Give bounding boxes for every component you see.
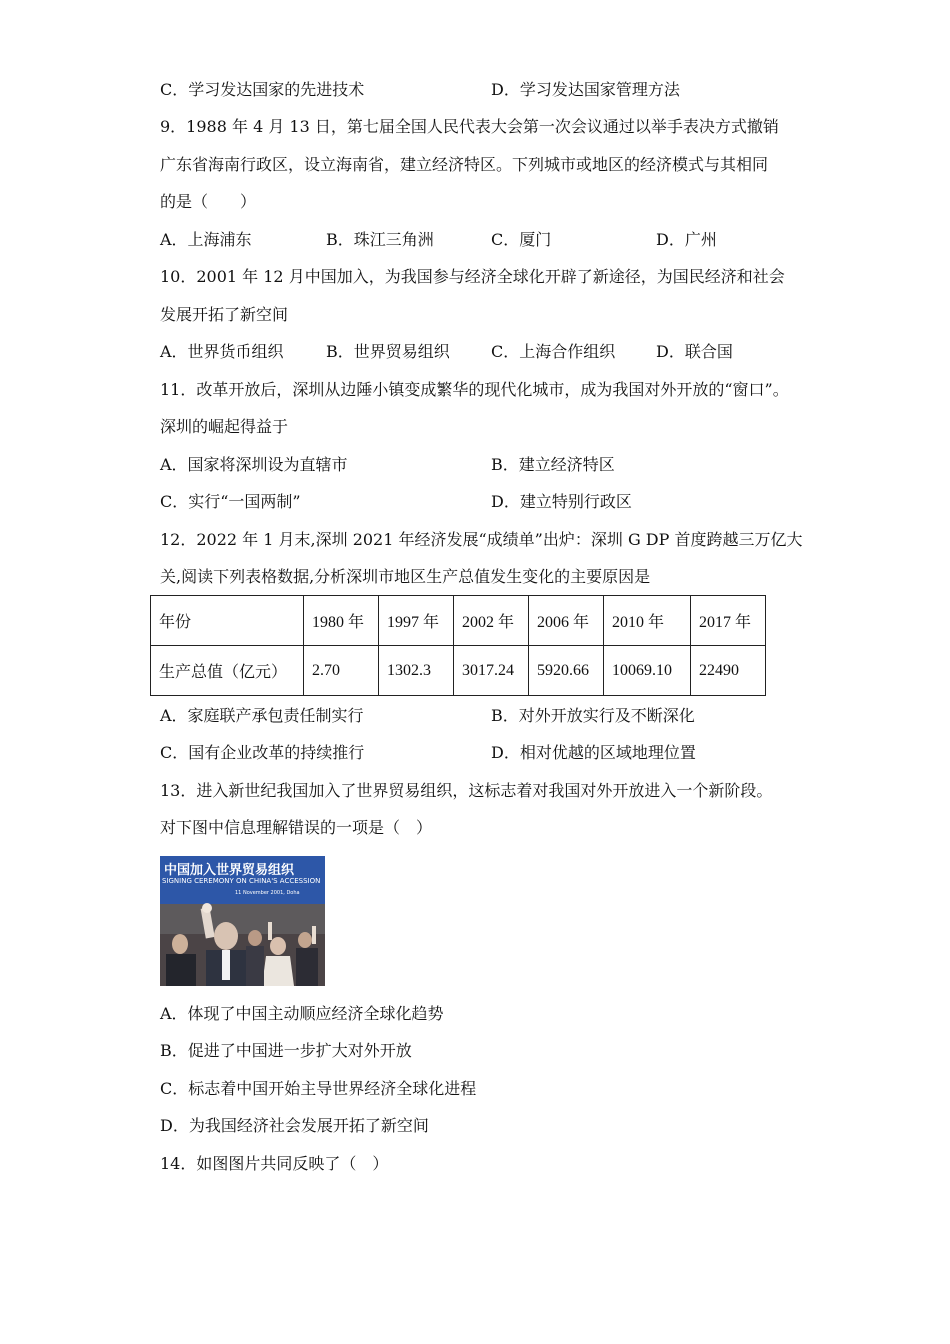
q9-stem-line: 9．1988 年 4 月 13 日，第七届全国人民代表大会第一次会议通过以举手表决方式撤销 [160,117,779,136]
q13-option-c: C．标志着中国开始主导世界经济全球化进程 [160,1079,477,1098]
table-cell: 10069.10 [604,646,691,696]
table-cell: 2010 年 [604,596,691,646]
table-header-row [151,596,766,646]
q13-option-a: A．体现了中国主动顺应经济全球化趋势 [160,1004,444,1023]
q9-stem-line: 广东省海南行政区，设立海南省，建立经济特区。下列城市或地区的经济模式与其相同 [160,155,769,174]
q14-stem-line: 14．如图图片共同反映了（ ） [160,1154,389,1173]
q10-option-c: C．上海合作组织 [491,342,616,361]
q11-option-c: C．实行“一国两制” [160,492,301,511]
q9-option-a: A．上海浦东 [160,230,252,249]
q10-stem-line: 发展开拓了新空间 [160,305,289,324]
q8-option-d: D．学习发达国家管理方法 [491,80,680,99]
photo-people-illustration [160,856,325,986]
q9-option-b: B．珠江三角洲 [326,230,434,249]
table-cell: 年份 [151,596,304,646]
q12-option-b: B．对外开放实行及不断深化 [491,706,695,725]
q12-option-d: D．相对优越的区域地理位置 [491,743,696,762]
q13-stem-line: 13．进入新世纪我国加入了世界贸易组织，这标志着对我国对外开放进入一个新阶段。 [160,781,773,800]
q9-option-c: C．厦门 [491,230,552,249]
q10-option-a: A．世界货币组织 [160,342,284,361]
table-row [151,646,766,696]
table-cell: 1302.3 [379,646,454,696]
banner-date-text: 11 November 2001, Doha [235,890,300,896]
q12-option-a: A．家庭联产承包责任制实行 [160,706,364,725]
q11-option-d: D．建立特别行政区 [491,492,632,511]
q11-stem-line: 深圳的崛起得益于 [160,417,289,436]
banner-chinese-text: 中国加入世界贸易组织 [164,863,295,878]
q13-stem-line: 对下图中信息理解错误的一项是（ ） [160,818,433,837]
q12-option-c: C．国有企业改革的持续推行 [160,743,365,762]
table-cell: 2.70 [304,646,379,696]
q10-option-b: B．世界贸易组织 [326,342,450,361]
wto-signing-photo [160,856,325,986]
q9-option-d: D．广州 [656,230,717,249]
q10-option-d: D．联合国 [656,342,733,361]
q12-stem-line: 12．2022 年 1 月末,深圳 2021 年经济发展“成绩单”出炉：深圳 G DP 首度跨越三万亿大 [160,530,803,549]
table-cell: 2017 年 [691,596,766,646]
table-cell: 5920.66 [529,646,604,696]
table-cell: 2006 年 [529,596,604,646]
table-cell: 22490 [691,646,766,696]
q11-option-b: B．建立经济特区 [491,455,615,474]
q8-option-c: C．学习发达国家的先进技术 [160,80,365,99]
q13-option-d: D．为我国经济社会发展开拓了新空间 [160,1116,429,1135]
q12-stem-line: 关,阅读下列表格数据,分析深圳市地区生产总值发生变化的主要原因是 [160,567,651,586]
gdp-table [150,595,766,696]
table-cell: 3017.24 [454,646,529,696]
q10-stem-line: 10．2001 年 12 月中国加入，为我国参与经济全球化开辟了新途径，为国民经济和社会 [160,267,785,286]
q11-option-a: A．国家将深圳设为直辖市 [160,455,348,474]
table-cell: 生产总值（亿元） [151,646,304,696]
q11-stem-line: 11．改革开放后，深圳从边陲小镇变成繁华的现代化城市，成为我国对外开放的“窗口”。 [160,380,789,399]
q13-option-b: B．促进了中国进一步扩大对外开放 [160,1041,412,1060]
banner-english-text: SIGNING CEREMONY ON CHINA'S ACCESSION [162,877,321,885]
table-cell: 2002 年 [454,596,529,646]
q9-stem-line: 的是（ ） [160,192,257,211]
table-cell: 1997 年 [379,596,454,646]
table-cell: 1980 年 [304,596,379,646]
